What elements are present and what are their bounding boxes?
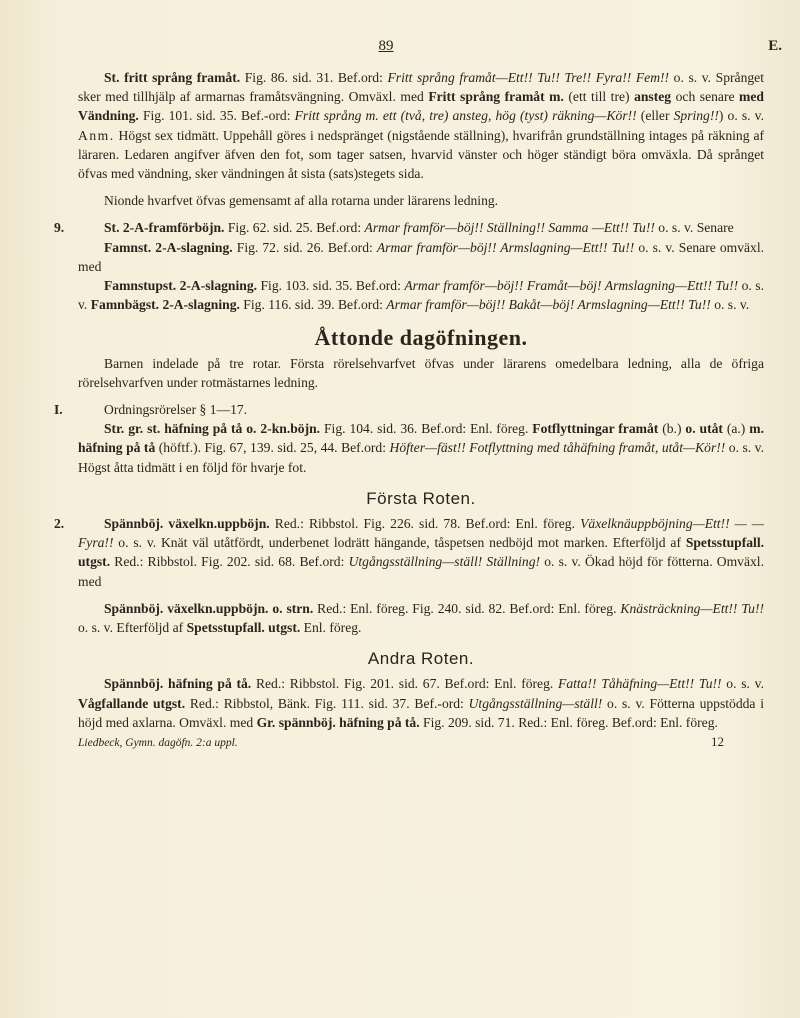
paragraph-item-1: [54, 400, 764, 419]
subheading-forsta-roten: Första Roten.: [366, 488, 476, 508]
section-letter: E.: [768, 38, 782, 54]
text-run: Red.: Enl. föreg. Fig. 240. sid. 82. Bef.ord: Enl. föreg.: [313, 600, 621, 616]
text-run: Famnstupst. 2-A-slagning.: [104, 278, 258, 294]
paragraph-item-9: [54, 218, 764, 237]
text-run: Högst sex tidmätt. Uppehåll göres i nedspränget (nigstående ställning), hvarifrån grundställning intages på räkning af läraren. Ledaren angifver äfven den fot, som tager satsen, hvarvid vänster och höger ständigt böra omväxla. Då språnget öfvas med vändning, sker vändningen åt sista (sats)stegets sida.: [78, 127, 764, 182]
text-run: Armar framför—böj!! Framåt—böj! Armslagning—Ett!! Tu!!: [404, 278, 739, 294]
item-marker-9: 9.: [54, 220, 65, 236]
item-marker-2: 2.: [54, 516, 65, 532]
text-run: Fig. 116. sid. 39. Bef.ord:: [239, 297, 387, 313]
paragraph-barnen: [78, 354, 764, 392]
text-run: Fritt språng framåt—Ett!! Tu!! Tre!! Fyra!! Fem!!: [387, 70, 670, 85]
item-2-text: [78, 516, 764, 589]
text-run: och senare: [671, 89, 740, 105]
footer-signature: 12: [711, 734, 724, 750]
text-run: o. s. v. Senare: [654, 220, 734, 236]
text-run: med Vändning.: [78, 89, 764, 124]
text-run: Fig. 86. sid. 31. Bef.ord:: [240, 70, 388, 85]
paragraph-famnstupst: [78, 276, 764, 314]
text-run: Ordningsrörelser § 1—17.: [104, 402, 248, 418]
text-run: Spännböj. växelkn.uppböjn. o. strn.: [104, 600, 314, 616]
text-run: Gr. spännböj. häfning på tå.: [256, 714, 420, 730]
text-run: Fig. 103. sid. 35. Bef.ord:: [257, 278, 405, 294]
text-run: (a.): [722, 421, 750, 437]
paragraph-spannboj-strn: [78, 599, 764, 637]
text-run: Red.: Ribbstol. Fig. 201. sid. 67. Bef.ord: Enl. föreg.: [251, 676, 559, 692]
text-run: Red.: Ribbstol, Bänk. Fig. 111. sid. 37. Bef.-ord:: [185, 695, 469, 711]
text-run: o. s. v. Ökad höjd för fötterna. Omväxl. med: [78, 554, 764, 589]
text-run: Spring!!: [673, 108, 719, 124]
item-marker-1: I.: [54, 402, 63, 418]
text-run: Red.: Ribbstol. Fig. 202. sid. 68. Bef.ord:: [110, 554, 349, 570]
text-run: Enl. föreg.: [300, 620, 362, 636]
text-run: o. s. v. Fötterna uppstödda i höjd med axlarna. Omväxl. med: [78, 695, 765, 730]
text-run: (eller: [636, 108, 674, 124]
text-run: Utgångsställning—ställ!: [468, 695, 603, 711]
page-footer: [78, 732, 764, 753]
item-9-text: [104, 220, 734, 235]
text-run: Nionde hvarfvet öfvas gemensamt af alla rotarna under lärarens ledning.: [104, 193, 499, 209]
text-run: o. s. v. Knät väl utåtfördt, underbenet lodrätt hängande, tåspetsen nedböjd mot marken. Efterföljd af: [113, 535, 686, 551]
page-content: [54, 68, 765, 753]
text-run: Fig. 104. sid. 36. Bef.ord: Enl. föreg.: [320, 421, 533, 437]
text-run: o. s. v.: [710, 297, 750, 313]
text-run: Famnst. 2-A-slagning.: [104, 239, 233, 255]
text-run: Vågfallande utgst.: [78, 695, 186, 711]
text-run: Red.: Ribbstol. Fig. 226. sid. 78. Bef.ord: Enl. föreg.: [269, 516, 581, 532]
paragraph-nionde-hvarfvet: [78, 191, 764, 210]
text-run: m. häfning på tå: [78, 421, 764, 456]
text-run: Barnen indelade på tre rotar. Första rörelsehvarfvet öfvas under lärarens omedelbara ledning, alla de öfriga rörelsehvarfven under rotmästarnes ledning.: [78, 355, 764, 390]
paragraph-spannboj-hafning: [78, 674, 764, 732]
text-run: Fritt språng m. ett (två, tre) ansteg, hög (tyst) räkning—Kör!!: [294, 108, 637, 124]
text-run: Armar framför—böj!! Ställning!! Samma —Ett!! Tu!!: [364, 220, 655, 236]
text-run: Armar framför—böj!! Bakåt—böj! Armslagning—Ett!! Tu!!: [386, 297, 711, 313]
text-run: o. s. v.: [78, 278, 764, 313]
footer-source: Liedbeck, Gymn. dagöfn. 2:a uppl.: [78, 737, 238, 750]
text-run: Fotflyttningar framåt: [532, 421, 659, 437]
text-run: o. s. v.: [721, 676, 764, 692]
text-run: Fig. 62. sid. 25. Bef.ord:: [224, 220, 365, 236]
paragraph-item-2: [54, 514, 764, 591]
subheading-andra-roten: Andra Roten.: [367, 649, 475, 669]
text-run: Fatta!! Tåhäfning—Ett!! Tu!!: [558, 676, 722, 692]
text-run: Fig. 72. sid. 26. Bef.ord:: [232, 239, 377, 255]
text-run: St. 2-A-framförböjn.: [104, 220, 225, 236]
text-run: Spännböj. häfning på tå.: [104, 676, 252, 692]
text-run: Fig. 101. sid. 35. Bef.-ord:: [138, 108, 295, 124]
page-number: 89: [378, 38, 394, 54]
text-run: Str. gr. st. häfning på tå o. 2-kn.böjn.: [104, 421, 321, 437]
text-run: o. s. v. Högst åtta tidmätt i en följd för hvarje fot.: [78, 440, 764, 475]
text-run: Armar framför—böj!! Armslagning—Ett!! Tu!!: [376, 239, 635, 255]
text-run: Anm.: [78, 127, 115, 143]
text-run: o. s. v. Språnget sker med tillhjälp af armarnas framåtsvängning. Omväxl. med: [78, 70, 764, 105]
item-1-text: [104, 402, 247, 417]
text-run: (ett till tre): [563, 89, 635, 105]
text-run: Spetsstupfall. utgst.: [78, 535, 764, 570]
text-run: Höfter—fäst!! Fotflyttning med tåhäfning framåt, utåt—Kör!!: [389, 440, 726, 456]
text-run: ) o. s. v.: [718, 108, 764, 124]
text-run: ansteg: [634, 89, 672, 105]
page-header: [0, 38, 800, 62]
text-run: St. fritt språng framåt.: [104, 70, 241, 85]
text-run: Växelknäuppböjning—Ett!! — — Fyra!!: [78, 516, 764, 551]
paragraph-str-gr-st: [78, 419, 764, 477]
text-run: o. s. v. Efterföljd af: [78, 620, 187, 636]
text-run: Knästräckning—Ett!! Tu!!: [620, 600, 765, 616]
text-run: Fig. 209. sid. 71. Red.: Enl. föreg. Bef.ord: Enl. föreg.: [419, 714, 718, 730]
text-run: o. utåt: [685, 421, 723, 437]
paragraph-fritt-sprang: [78, 68, 764, 183]
paragraph-famnst: [78, 238, 764, 276]
text-run: Spetsstupfall. utgst.: [186, 620, 301, 636]
text-run: (höftf.). Fig. 67, 139. sid. 25, 44. Bef.ord:: [155, 440, 390, 456]
text-run: Fritt språng framåt m.: [428, 89, 564, 105]
text-run: Utgångsställning—ställ! Ställning!: [348, 554, 541, 570]
text-run: Spännböj. växelkn.uppböjn.: [104, 516, 270, 532]
section-heading-attonde: Åttonde dagöfningen.: [314, 325, 528, 351]
text-run: Famnbägst. 2-A-slagning.: [90, 297, 240, 313]
text-run: (b.): [658, 421, 686, 437]
text-run: o. s. v. Senare omväxl. med: [78, 239, 764, 274]
